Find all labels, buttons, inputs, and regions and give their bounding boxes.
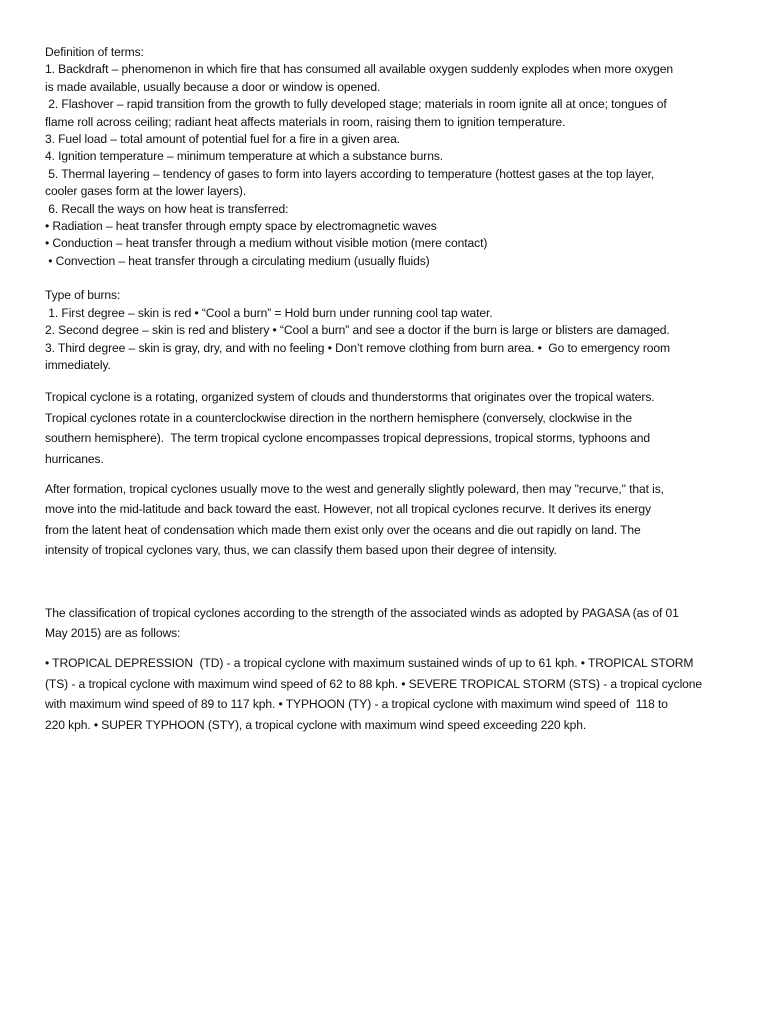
burns-line: 3. Third degree – skin is gray, dry, and with no feeling • Don’t remove clothing from burn area. • Go to emergency room	[45, 340, 670, 355]
terms-line: cooler gases form at the lower layers).	[45, 184, 247, 199]
burns-section	[45, 287, 735, 374]
document-page	[45, 44, 735, 735]
categories-line: (TS) - a tropical cyclone with maximum wind speed of 62 to 88 kph. • SEVERE TROPICAL STORM (STS) - a tropical cyclone	[45, 676, 703, 691]
formation-paragraph	[45, 479, 735, 561]
terms-line: 6. Recall the ways on how heat is transferred:	[45, 201, 289, 216]
cyclone-line: hurricanes.	[45, 451, 104, 466]
terms-line: 4. Ignition temperature – minimum temperature at which a substance burns.	[45, 149, 444, 164]
classification-paragraph	[45, 603, 735, 644]
terms-line: is made available, usually because a door or window is opened.	[45, 79, 381, 94]
terms-line: • Conduction – heat transfer through a medium without visible motion (mere contact)	[45, 236, 488, 251]
terms-line: 5. Thermal layering – tendency of gases to form into layers according to temperature (hottest gases at the top layer,	[45, 166, 655, 181]
classification-line: May 2015) are as follows:	[45, 625, 181, 640]
burns-line: 2. Second degree – skin is red and blistery • “Cool a burn” and see a doctor if the burn is large or blisters are damaged.	[45, 323, 670, 338]
formation-line: move into the mid-latitude and back toward the east. However, not all tropical cyclones recurve. It derives its energy	[45, 502, 651, 517]
categories-paragraph	[45, 653, 735, 735]
terms-line: 3. Fuel load – total amount of potential fuel for a fire in a given area.	[45, 132, 401, 147]
categories-line: 220 kph. • SUPER TYPHOON (STY), a tropical cyclone with maximum wind speed exceeding 220 kph.	[45, 717, 587, 732]
categories-line: • TROPICAL DEPRESSION (TD) - a tropical cyclone with maximum sustained winds of up to 61 kph. • TROPICAL STORM	[45, 656, 694, 671]
terms-section	[45, 44, 735, 270]
terms-line: flame roll across ceiling; radiant heat affects materials in room, raising them to ignition temperature.	[45, 114, 566, 129]
terms-heading: Definition of terms:	[45, 45, 144, 59]
cyclone-paragraph	[45, 387, 735, 469]
terms-line: 2. Flashover – rapid transition from the growth to fully developed stage; materials in room ignite all at once; tongues of	[45, 97, 667, 112]
cyclone-line: Tropical cyclone is a rotating, organized system of clouds and thunderstorms that originates over the tropical waters.	[45, 390, 655, 405]
formation-line: intensity of tropical cyclones vary, thus, we can classify them based upon their degree of intensity.	[45, 543, 557, 558]
formation-line: from the latent heat of condensation which made them exist only over the oceans and die out rapidly on land. The	[45, 522, 641, 537]
formation-line: After formation, tropical cyclones usually move to the west and generally slightly poleward, then may "recurve," that is,	[45, 481, 664, 496]
burns-line: immediately.	[45, 357, 111, 372]
cyclone-line: Tropical cyclones rotate in a counterclockwise direction in the northern hemisphere (conversely, clockwise in the	[45, 410, 632, 425]
burns-line: 1. First degree – skin is red • “Cool a burn” = Hold burn under running cool tap water.	[45, 305, 493, 320]
terms-line: • Radiation – heat transfer through empty space by electromagnetic waves	[45, 219, 437, 234]
cyclone-line: southern hemisphere). The term tropical cyclone encompasses tropical depressions, tropical storms, typhoons and	[45, 431, 650, 446]
terms-line: • Convection – heat transfer through a circulating medium (usually fluids)	[45, 253, 430, 268]
burns-heading: Type of burns:	[45, 288, 121, 303]
terms-line: 1. Backdraft – phenomenon in which fire that has consumed all available oxygen suddenly explodes when more oxygen	[45, 62, 674, 77]
classification-line: The classification of tropical cyclones according to the strength of the associated winds as adopted by PAGASA (as of 01	[45, 605, 679, 620]
categories-line: with maximum wind speed of 89 to 117 kph. • TYPHOON (TY) - a tropical cyclone with maximum wind speed of 118 to	[45, 697, 668, 712]
